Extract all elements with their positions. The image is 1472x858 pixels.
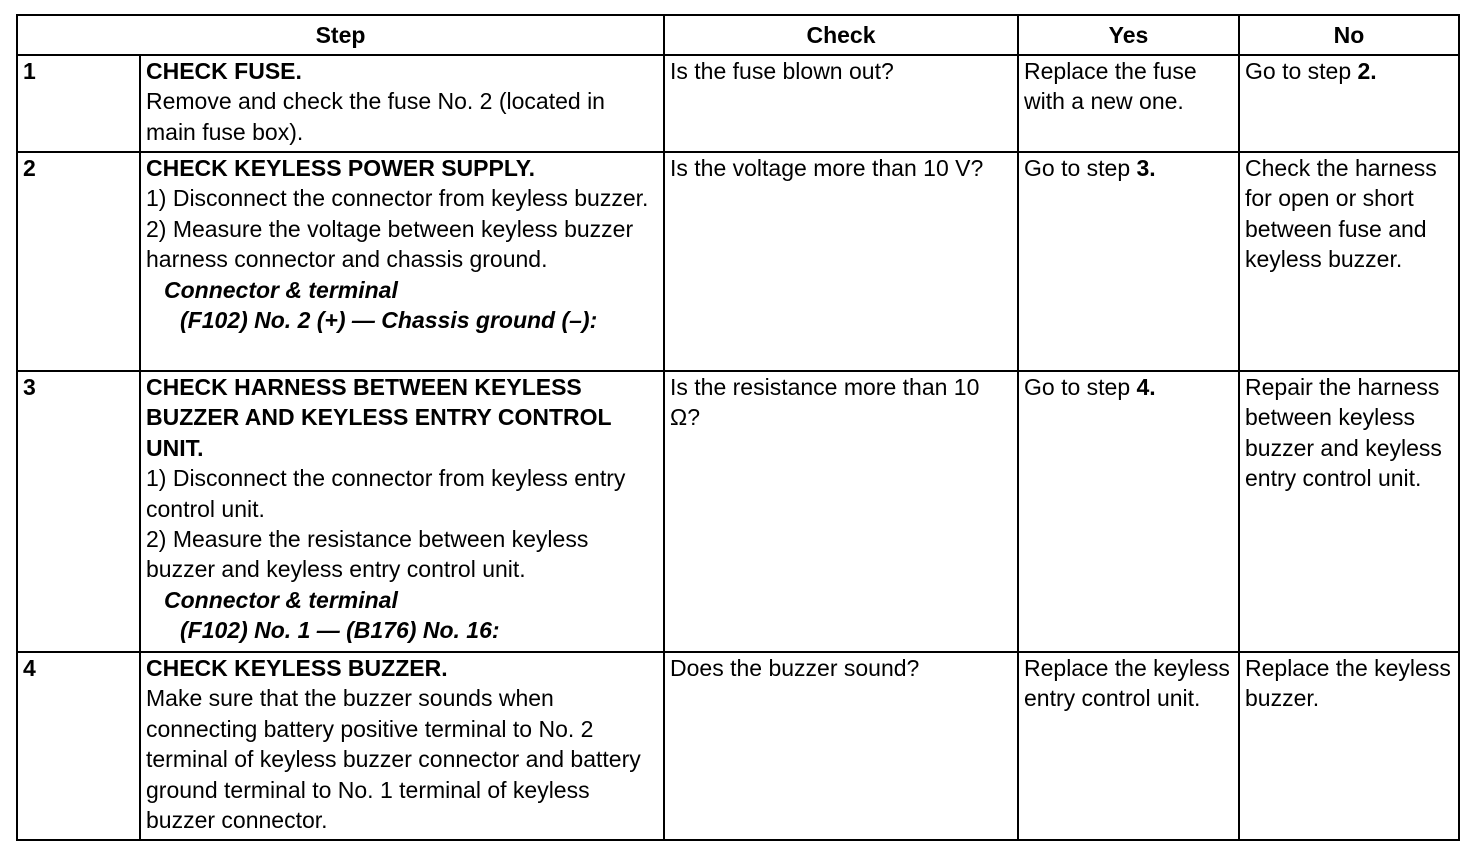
step-title: CHECK KEYLESS POWER SUPPLY.: [146, 155, 535, 181]
no-cell: [1239, 55, 1459, 152]
step-cell: [140, 152, 664, 371]
step-cell: [140, 55, 664, 152]
no-prefix: Go to step: [1245, 58, 1358, 84]
no-cell: Repair the harness between keyless buzzer and keyless entry control unit.: [1239, 371, 1459, 652]
table-row: [17, 152, 1459, 371]
step-body: Remove and check the fuse No. 2 (located in main fuse box).: [146, 88, 605, 145]
step-number: 1: [17, 55, 140, 152]
table-row: [17, 652, 1459, 840]
step-body: Make sure that the buzzer sounds when connecting battery positive terminal to No. 2 terminal of keyless buzzer connector and battery ground terminal to No. 1 terminal of keyless buzzer connector.: [146, 685, 641, 834]
header-step: Step: [17, 15, 664, 55]
step-title: CHECK HARNESS BETWEEN KEYLESS BUZZER AND KEYLESS ENTRY CONTROL UNIT.: [146, 374, 612, 461]
step-item: 1) Disconnect the connector from keyless entry control unit.: [146, 465, 626, 522]
check-cell: Is the resistance more than 10 Ω?: [664, 371, 1018, 652]
next-step: 3.: [1136, 155, 1156, 181]
yes-cell: [1018, 152, 1239, 371]
diagnosis-table: [16, 14, 1460, 841]
step-number: 4: [17, 652, 140, 840]
header-row: [17, 15, 1459, 55]
table-row: [17, 55, 1459, 152]
yes-cell: Replace the fuse with a new one.: [1018, 55, 1239, 152]
step-item: 1) Disconnect the connector from keyless buzzer.: [146, 185, 649, 212]
no-cell: Replace the keyless buzzer.: [1239, 652, 1459, 840]
table-row: [17, 371, 1459, 652]
step-number: 3: [17, 371, 140, 652]
check-cell: Does the buzzer sound?: [664, 652, 1018, 840]
step-title: CHECK FUSE.: [146, 58, 302, 84]
connector-label: Connector & terminal: [164, 276, 398, 303]
yes-prefix: Go to step: [1024, 155, 1137, 181]
connector-label: Connector & terminal: [164, 586, 398, 613]
step-cell: [140, 371, 664, 652]
header-no: No: [1239, 15, 1459, 55]
connector-terminal: (F102) No. 2 (+) — Chassis ground (–):: [180, 307, 598, 334]
header-check: Check: [664, 15, 1018, 55]
step-item: 2) Measure the voltage between keyless buzzer harness connector and chassis ground.: [146, 215, 634, 273]
yes-cell: Replace the keyless entry control unit.: [1018, 652, 1239, 840]
header-yes: Yes: [1018, 15, 1239, 55]
connector-terminal: (F102) No. 1 — (B176) No. 16:: [180, 617, 500, 644]
yes-prefix: Go to step: [1024, 374, 1137, 400]
step-number: 2: [17, 152, 140, 371]
yes-cell: [1018, 371, 1239, 652]
check-cell: Is the fuse blown out?: [664, 55, 1018, 152]
step-cell: [140, 652, 664, 840]
check-cell: Is the voltage more than 10 V?: [664, 152, 1018, 371]
no-cell: Check the harness for open or short between fuse and keyless buzzer.: [1239, 152, 1459, 371]
next-step: 2.: [1357, 58, 1377, 84]
next-step: 4.: [1136, 374, 1156, 400]
step-item: 2) Measure the resistance between keyless buzzer and keyless entry control unit.: [146, 526, 589, 583]
step-title: CHECK KEYLESS BUZZER.: [146, 655, 448, 681]
